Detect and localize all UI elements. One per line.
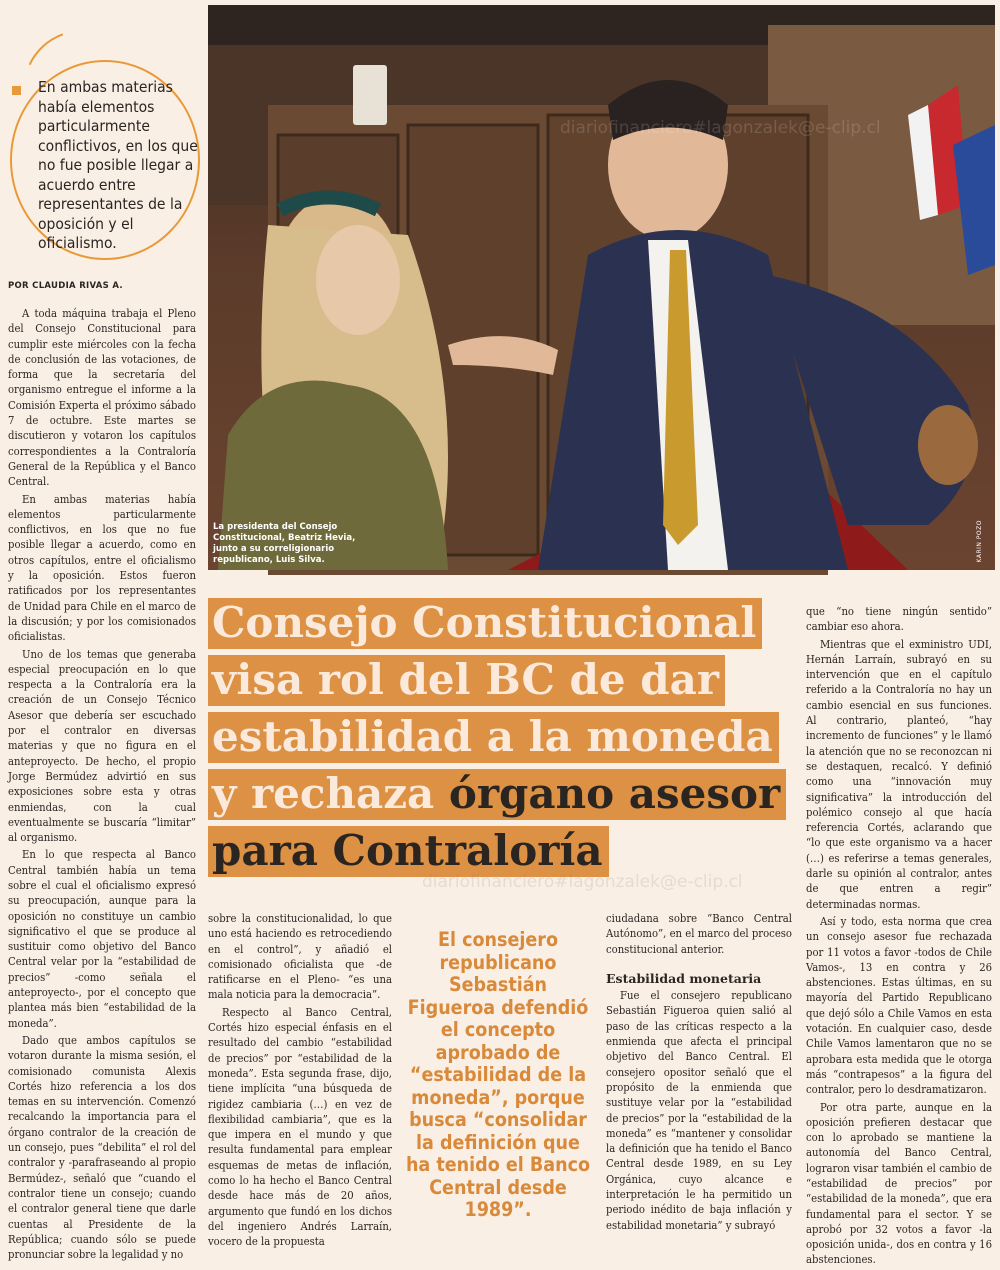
headline-highlighted: Consejo Constitucional visa rol del BC de dar estabilidad a la moneda y rechaza órgano asesor para Contraloría (208, 598, 786, 877)
paragraph: ciudadana sobre “Banco Central Autónomo”, en el marco del proceso constitucional anterior. (606, 912, 792, 956)
headline-dark: órgano asesor (448, 769, 781, 818)
pull-quote (8, 20, 208, 252)
photo-illustration (208, 5, 995, 570)
article-column-2 (208, 911, 392, 1252)
bullet-square-icon (12, 86, 21, 95)
photo-caption: La presidenta del Consejo Constitucional, Beatriz Hevia, junto a su correligionario republicano, Luis Silva. (213, 522, 356, 565)
subheading: Estabilidad monetaria (606, 970, 762, 986)
article-column-4 (806, 604, 992, 1270)
watermark: diariofinanciero#lagonzalek@e-clip.cl (422, 872, 743, 892)
photo-credit: KARIN POZO (976, 520, 983, 563)
paragraph: En ambas materias había elementos particularmente conflictivos, en los que no fue posible llegar a acuerdo, como en otros capítulos, entre el oficialismo y la oposición. Estos fueron ratificados por los representantes de Unidad para Chile en el marco de la discusión; y por los comisionados oficialistas. (8, 492, 196, 644)
article-column-1 (8, 306, 196, 1264)
byline: POR CLAUDIA RIVAS A. (8, 281, 123, 291)
paragraph: sobre la constitucionalidad, lo que uno está haciendo es retrocediendo en el control”, y añadió el comisionado oficialista que -de ratificarse en el Pleno- “es una mala noticia para la democracia”. (208, 912, 392, 1002)
paragraph: Mientras que el exministro UDI, Hernán Larraín, subrayó en su intervención que en el capítulo referido a la Contraloría no hay un cambio esencial en sus funciones. Al contrario, planteó, “hay incremento de funciones” y le llamó la atención que no se reconozcan ni se destaquen, recalcó. Y definió como una “innovación muy significativa” la introducción del polémico consejo al que hacía referencia Cortés, aclarando que “lo que este organismo va a hacer (…) es referirse a temas generales, darle su opinión al contralor, antes de que entren a regir” determinadas normas. (806, 637, 992, 911)
paragraph: que “no tiene ningún sentido” cambiar eso ahora. (806, 605, 992, 634)
watermark: diariofinanciero#lagonzalek@e-clip.cl (560, 118, 881, 138)
paragraph: Por otra parte, aunque en la oposición prefieren destacar que con lo aprobado se mantiene la autonomía del Banco Central, lograron visar también el cambio de “estabilidad de precios” por “estabilidad de la moneda”, que era fundamental para el sector. Y se aprobó por 32 votos a favor -la oposición unida-, dos en contra y 16 abstenciones. (806, 1100, 992, 1267)
pull-quote-text: En ambas materias había elementos particularmente conflictivos, en los que no fue posible llegar a acuerdo entre representantes de la oposición y el oficialismo. (38, 78, 198, 252)
paragraph: Uno de los temas que generaba especial preocupación en lo que respecta a la Contraloría era la creación de un Consejo Técnico Asesor que debería ser escuchado por el contralor en diversas materias y que no figura en el anteproyecto. De hecho, el propio Jorge Bermúdez advirtió en sus exposiciones sobre esta y otras enmiendas, con la cual eventualmente se buscaría “limitar” al organismo. (8, 647, 196, 845)
paragraph: Fue el consejero republicano Sebastián Figueroa quien salió al paso de las críticas respecto a la enmienda que afecta el principal objetivo del Banco Central. El consejero opositor señaló que el propósito de la enmienda que sustituye velar por la “estabilidad de precios” por la “estabilidad de la moneda” es “mantener y consolidar la definición que ha tenido el Banco Central desde 1989, en su Ley Orgánica, cuyo alcance e interpretación le ha permitido un periodo inédito de baja inflación y estabilidad monetaria” y subrayó (606, 989, 792, 1232)
paragraph: En lo que respecta al Banco Central también había un tema sobre el cual el oficialismo expresó su preocupación, aunque para la oposición no constituye un cambio significativo el que se produce al sustituir como objetivo del Banco Central velar por la “estabilidad de precios” -como señala el anteproyecto-, por el concepto que plantea más bien “estabilidad de la moneda”. (8, 848, 196, 1030)
paragraph: Así y todo, esta norma que crea un consejo asesor fue rechazada por 11 votos a favor -todos de Chile Vamos-, 13 en contra y 26 abstenciones. Estas últimas, en su mayoría del Partido Republicano que dejó sólo a Chile Vamos en esta votación. En cualquier caso, desde Chile Vamos lamentaron que no se aprobara esta medida que le otorga más “contrapesos” a la figura del contralor, pero lo desdramatizaron. (806, 914, 992, 1097)
article-photo (208, 5, 995, 570)
center-pull-quote: El consejero republicano Sebastián Figueroa defendió el concepto aprobado de “estabilidad de la moneda”, porque busca “consolidar la definición que ha tenido el Banco Central desde 1989”. (405, 928, 591, 1221)
paragraph: Respecto al Banco Central, Cortés hizo especial énfasis en el resultado del cambio “estabilidad de precios” por “estabilidad de la moneda”. Esta segunda frase, dijo, tiene implícita “una búsqueda de rigidez cambiaria (…) en vez de flexibilidad cambiaria”, que es la que impera en el mundo y que resulta fundamental para emplear esquemas de metas de inflación, como lo ha hecho el Banco Central desde hace más de 20 años, argumento que fundó en los dichos del ingeniero Andrés Larraín, vocero de la propuesta (208, 1005, 392, 1249)
paragraph: A toda máquina trabaja el Pleno del Consejo Constitucional para cumplir este miércoles con la fecha de conclusión de las votaciones, de forma que la secretaría del organismo entregue el informe a la Comisión Experta el próximo sábado 7 de octubre. Este martes se discutieron y votaron los capítulos correspondientes a la Contraloría General de la República y el Banco Central. (8, 307, 196, 489)
paragraph: Dado que ambos capítulos se votaron durante la misma sesión, el comisionado comunista Alexis Cortés hizo referencia a los dos temas en su intervención. Comenzó recalcando la importancia para el órgano contralor de la creación de un consejo, pues “debilita” el rol del contralor y -parafraseando al propio Bermúdez-, señaló que “cuando el contralor tiene un consejo; cuando el contralor general tiene que darle cuentas al Presidente de la República; cuando sólo se puede pronunciar sobre la legalidad y no (8, 1033, 196, 1262)
article-column-3 (606, 911, 792, 1235)
headline (208, 594, 798, 879)
